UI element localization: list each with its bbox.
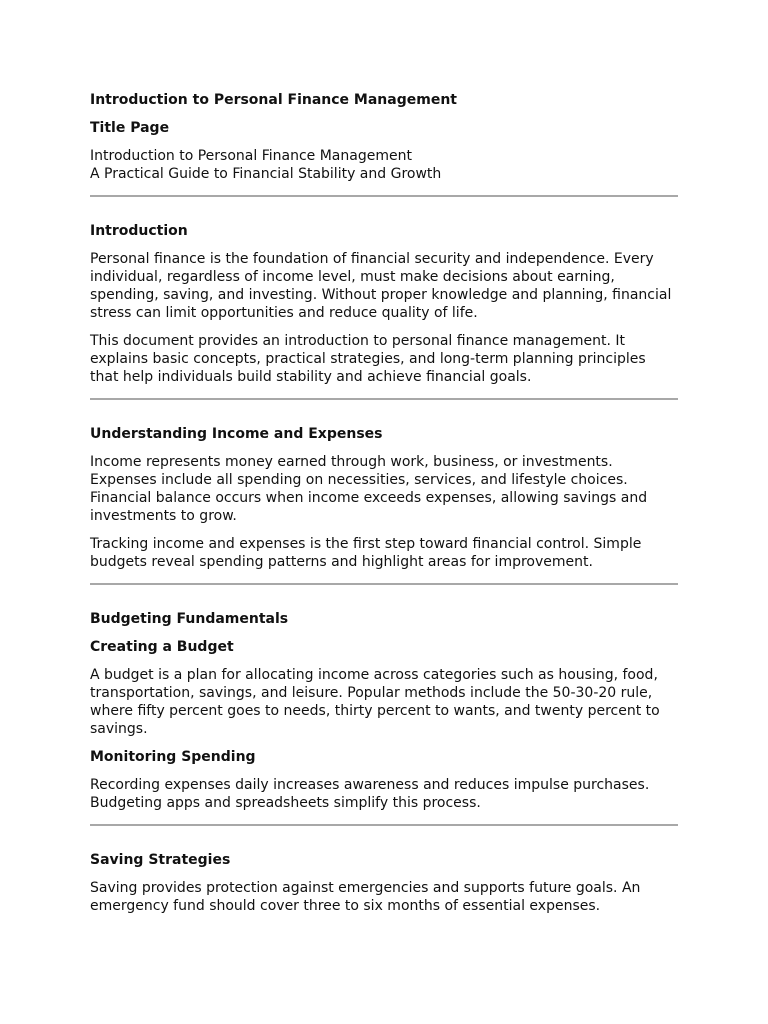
saving-strategies-paragraph: Saving provides protection against emergencies and supports future goals. An emergency fund should cover three to six months of essential expenses. — [90, 880, 641, 914]
document-title: Introduction to Personal Finance Management — [90, 92, 457, 108]
section-divider — [90, 398, 678, 400]
title-page-heading: Title Page — [90, 120, 170, 136]
income-expenses-heading: Understanding Income and Expenses — [90, 426, 383, 442]
section-divider — [90, 583, 678, 585]
title-page-line-2: A Practical Guide to Financial Stability and Growth — [90, 166, 442, 182]
income-expenses-paragraph-1: Income represents money earned through work, business, or investments. Expenses include all spending on necessities, services, and lifestyle choices. Financial balance occurs when income exceeds expenses, allowing savings and investments to grow. — [90, 454, 648, 524]
introduction-paragraph-1: Personal finance is the foundation of financial security and independence. Every individual, regardless of income level, must make decisions about earning, spending, saving, and investing. Without proper knowledge and planning, financial stress can limit opportunities and reduce quality of life. — [90, 251, 672, 321]
introduction-paragraph-2: This document provides an introduction to personal finance management. It explains basic concepts, practical strategies, and long-term planning principles that help individuals build stability and achieve financial goals. — [90, 333, 646, 385]
saving-strategies-heading: Saving Strategies — [90, 852, 231, 868]
title-page-line-1: Introduction to Personal Finance Management — [90, 148, 412, 164]
creating-budget-paragraph: A budget is a plan for allocating income across categories such as housing, food, transportation, savings, and leisure. Popular methods include the 50-30-20 rule, where fifty percent goes to needs, thirty percent to wants, and twenty percent to savings. — [90, 667, 660, 737]
income-expenses-paragraph-2: Tracking income and expenses is the first step toward financial control. Simple budgets reveal spending patterns and highlight areas for improvement. — [90, 536, 642, 570]
section-divider — [90, 195, 678, 197]
creating-budget-subheading: Creating a Budget — [90, 639, 234, 655]
section-divider — [90, 824, 678, 826]
introduction-heading: Introduction — [90, 223, 188, 239]
budgeting-heading: Budgeting Fundamentals — [90, 611, 289, 627]
monitoring-spending-subheading: Monitoring Spending — [90, 749, 256, 765]
monitoring-spending-paragraph: Recording expenses daily increases awareness and reduces impulse purchases. Budgeting apps and spreadsheets simplify this process. — [90, 777, 650, 811]
